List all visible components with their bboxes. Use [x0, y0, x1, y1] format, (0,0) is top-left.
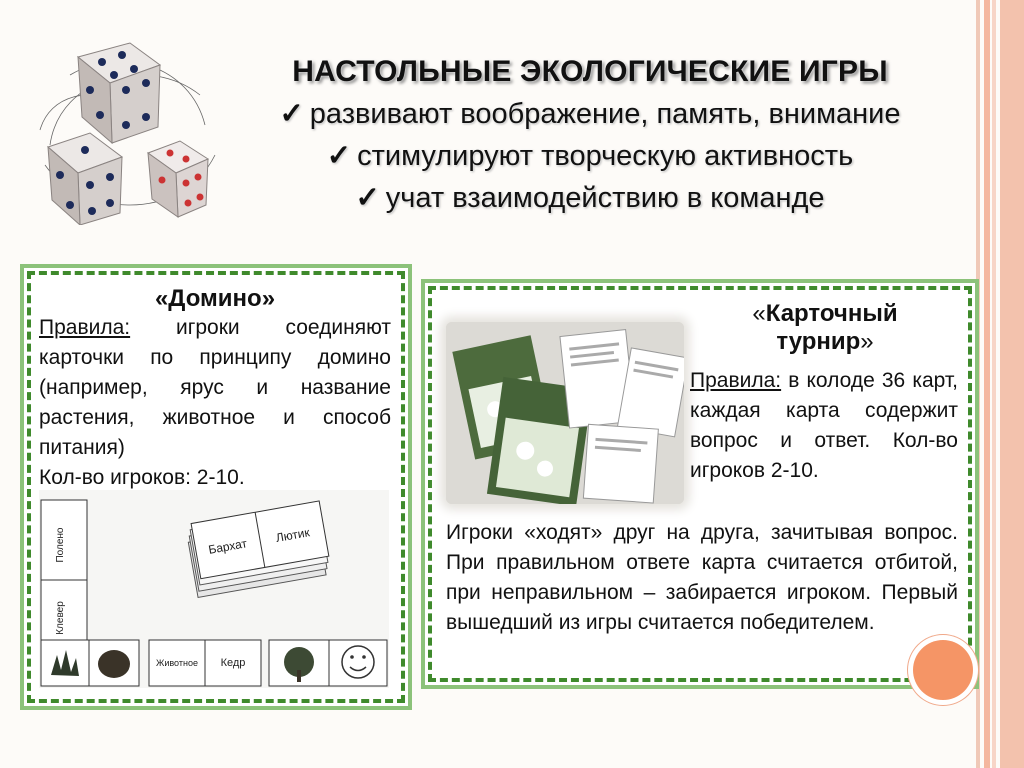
bullet-text: стимулируют творческую активность [357, 140, 854, 172]
cards-photo [446, 322, 684, 504]
bullet-text: развивают воображение, память, внимание [309, 98, 901, 130]
bullet-item [210, 177, 970, 219]
check-icon: ✓ [326, 140, 352, 172]
card-tournament-title [690, 300, 960, 356]
decorative-stripes [976, 0, 1024, 768]
check-icon: ✓ [279, 98, 304, 130]
bullet-item [210, 93, 970, 135]
domino-tile-label: Животное [156, 658, 198, 668]
check-icon: ✓ [355, 182, 380, 214]
domino-tile-label: Кедр [220, 657, 246, 669]
domino-photo [39, 490, 389, 688]
dice-illustration [30, 35, 230, 225]
domino-tile-label: Полено [55, 527, 66, 563]
bullet-text: учат взаимодействию в команде [385, 182, 825, 214]
title-word: Карточный [765, 300, 898, 327]
card-tournament-panel [428, 286, 972, 682]
domino-players: Кол-во игроков: 2-10. [39, 466, 245, 489]
domino-title: «Домино» [154, 285, 276, 312]
decorative-circle [913, 640, 973, 700]
quote-close: » [860, 328, 874, 355]
bullet-item [210, 135, 970, 177]
rules-text: игроки соединяют карточки по принципу домино (например, ярус и название растения, животное и способ питания) [39, 316, 391, 459]
domino-rules [39, 313, 391, 463]
domino-card-label: Бархат [207, 536, 249, 557]
quote-open: « [752, 300, 766, 327]
slide-header [210, 55, 970, 219]
card-tournament-rules [690, 366, 958, 486]
rules-label: Правила: [39, 316, 131, 339]
card-tournament-description: Игроки «ходят» друг на друга, зачитывая вопрос. При правильном ответе карта считается отбитой, при неправильном – забирается игроком. Первый вышедший из игры считается победителем. [446, 521, 958, 634]
domino-tile-label: Клевер [55, 601, 66, 635]
domino-card-label: Лютик [274, 525, 311, 545]
slide-title: НАСТОЛЬНЫЕ ЭКОЛОГИЧЕСКИЕ ИГРЫ [292, 55, 888, 88]
rules-text: в колоде 36 карт, каждая карта содержит вопрос и ответ. Кол-во игроков 2-10. [690, 369, 958, 482]
title-word: турнир [776, 328, 861, 355]
rules-label: Правила: [690, 369, 782, 392]
domino-panel [27, 271, 405, 703]
